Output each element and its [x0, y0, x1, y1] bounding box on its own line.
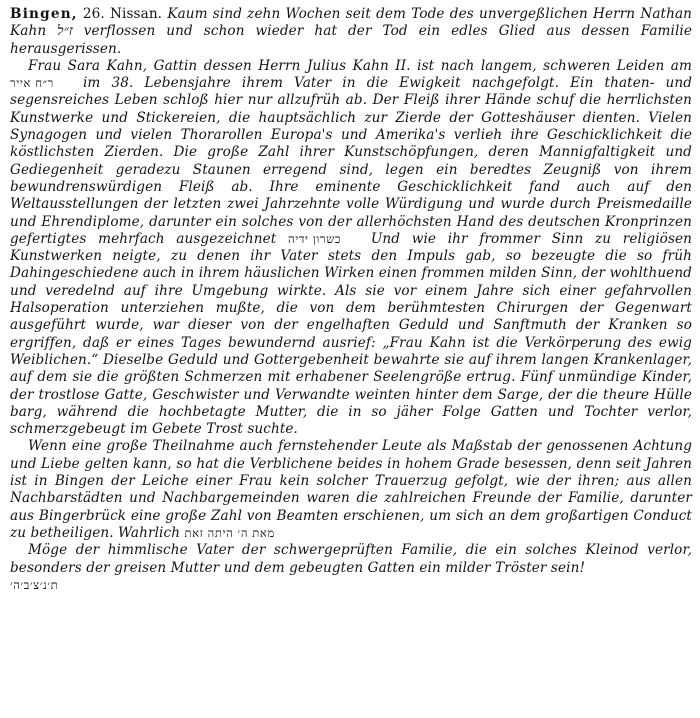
- paragraph-2-text-b: im 38. Lebensjahre ihrem Vater in die Ewigkeit nachgefolgt. Ein thaten- und segensreiches Leben schloß hier nur allzufrüh ab. Der Fleiß ihrer Hände schuf die herrlichsten Kunstwerke und Stickereien, die hauptsächlich zur Zierde der Gotteshäuser dienten. Vielen Synagogen und vielen Thorarollen Europa's und Amerika's verlieh ihre Geschicklichkeit die köstlichsten Zierden. Die große Zahl ihrer Kunstschöpfungen, deren Mannigfaltigkeit und Gediegenheit geradezu Staunen erregend sind, legen ein beredtes Zeugniß von ihrem bewundrenswürdigen Fleiß ab. Ihre eminente Geschicklichkeit fand auch auf den Weltausstellungen der letzten zwei Jahrzehnte volle Würdigung und wurde durch Preismedaille und Ehrendiplome, darunter ein solches von der allerhöchsten Hand des deutschen Kronprinzen gefertigtes mehrfach ausgezeichnet: [10, 75, 693, 247]
- paragraph-2-text-c: Und wie ihr frommer Sinn zu religiösen Kunstwerken neigte, zu denen ihr Vater stets den Impuls gab, so bezeugte die so früh Dahingeschiedene auch in ihrem häuslichen Wirken einen frommen milden Sinn, der wohlthuend und veredelnd auf ihre Umgebung wirkte. Als sie vor einem Jahre sich einer gefahrvollen Halsoperation unterziehen mußte, die von dem berühmtesten Chirurgen der Gegenwart ausgeführt wurde, war dieser von der engelhaften Geduld und Sanftmuth der Kranken so ergriffen, daß er eines Tages bewundernd ausrief: „Frau Kahn ist die Verkörperung des ewig Weiblichen.“ Dieselbe Geduld und Gottergebenheit bewahrte sie auf ihrem langen Krankenlager, auf dem sie die größten Schmerzen mit erhabener Seelengröße ertrug. Fünf unmündige Kinder, der trostlose Gatte, Geschwister und Verwandte weinten hinter dem Sarge, der die theure Hülle barg, während die hochbetagte Mutter, die in so jäher Folge Gatten und Tochter verlor, schmerzgebeugt im Gebete Trost suchte.: [10, 230, 693, 438]
- hebrew-skill-phrase: כשרון ידיה: [288, 231, 342, 246]
- article-paragraph-3: [10, 438, 692, 542]
- hebrew-verse-phrase: מאת ה׳ היתה זאת: [184, 525, 275, 540]
- article-paragraph-2: [10, 58, 692, 439]
- article-paragraph-1: [10, 6, 692, 58]
- hebrew-date-phrase: ר״ח אייר: [10, 76, 54, 91]
- paragraph-4-text: Möge der himmlische Vater der schwergeprüften Familie, die ein solches Kleinod verlor, besonders der greisen Mutter und dem gebeugten Gatten ein milder Tröster sein!: [10, 542, 692, 576]
- paragraph-3-text: Wenn eine große Theilnahme auch fernstehender Leute als Maßstab der genossenen Achtung und Liebe gelten kann, so hat die Verblichene beides in hohem Grade besessen, denn seit Jahren ist in Bingen der Leiche einer Frau kein solcher Trauerzug gefolgt, wie der ihren; aus allen Nachbarstädten und Nachbargemeinden waren die zahlreichen Freunde der Familie, darunter aus Bingerbrück eine große Zahl von Beamten erschienen, um sich an dem großartigen Conduct zu betheiligen. Wahrlich: [10, 438, 692, 541]
- hebrew-closing-abbreviation: ת׳נ׳צ׳ב׳ה׳: [10, 577, 59, 592]
- paragraph-1-text: Kaum sind zehn Wochen seit dem Tode des unvergeßlichen Herrn Nathan Kahn ז״ל verflossen und schon wieder hat der Tod ein edles Glied aus dessen Familie herausgerissen.: [10, 6, 693, 57]
- article-place: Bingen,: [10, 6, 78, 22]
- article-date: 26. Nissan.: [82, 6, 163, 22]
- paragraph-2-text-a: Frau Sara Kahn, Gattin dessen Herrn Julius Kahn II. ist nach langem, schweren Leiden am: [28, 57, 692, 74]
- article-paragraph-4: [10, 542, 692, 594]
